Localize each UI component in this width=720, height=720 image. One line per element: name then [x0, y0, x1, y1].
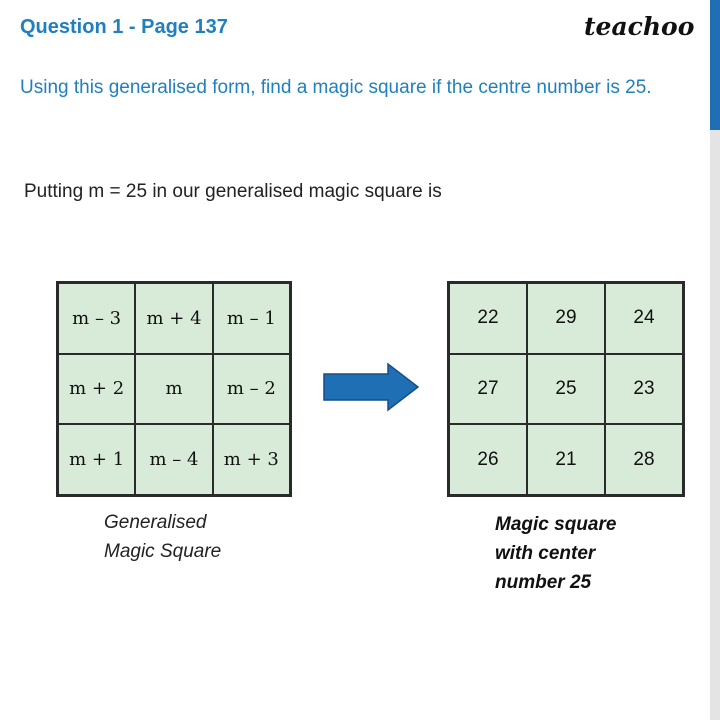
grid-cell: m + 3	[213, 424, 290, 495]
grid-cell: m + 1	[58, 424, 135, 495]
grid-cell: 24	[605, 283, 683, 354]
caption-line: Generalised	[104, 512, 207, 533]
grid-cell: m – 3	[58, 283, 135, 354]
grid-cell: m	[135, 354, 212, 425]
generalised-square	[56, 281, 292, 497]
caption-line: number 25	[495, 572, 592, 593]
caption-line: with center	[495, 543, 596, 564]
grid-cell: m + 4	[135, 283, 212, 354]
page-title: Question 1 - Page 137	[20, 16, 228, 38]
caption-line: Magic Square	[104, 541, 222, 562]
grid-cell: 29	[527, 283, 605, 354]
grid-cell: 26	[449, 424, 527, 495]
grid-cell: 27	[449, 354, 527, 425]
grid-cell: 28	[605, 424, 683, 495]
grid-cell: 22	[449, 283, 527, 354]
magic-square-caption	[495, 510, 616, 597]
brand-logo: teachoo	[584, 12, 695, 41]
generalised-caption	[104, 508, 221, 566]
grid-cell: m – 4	[135, 424, 212, 495]
grid-cell: m – 2	[213, 354, 290, 425]
grid-cell: 21	[527, 424, 605, 495]
scrollbar[interactable]	[710, 0, 720, 720]
right-arrow-icon	[322, 362, 420, 412]
caption-line: Magic square	[495, 514, 617, 535]
magic-square	[447, 281, 685, 497]
statement-text: Putting m = 25 in our generalised magic square is	[24, 181, 442, 202]
scrollbar-thumb[interactable]	[710, 0, 720, 130]
grid-cell: 23	[605, 354, 683, 425]
grid-cell: m – 1	[213, 283, 290, 354]
question-text: Using this generalised form, find a magic square if the centre number is 25.	[20, 77, 652, 98]
grid-cell: m + 2	[58, 354, 135, 425]
grid-cell: 25	[527, 354, 605, 425]
